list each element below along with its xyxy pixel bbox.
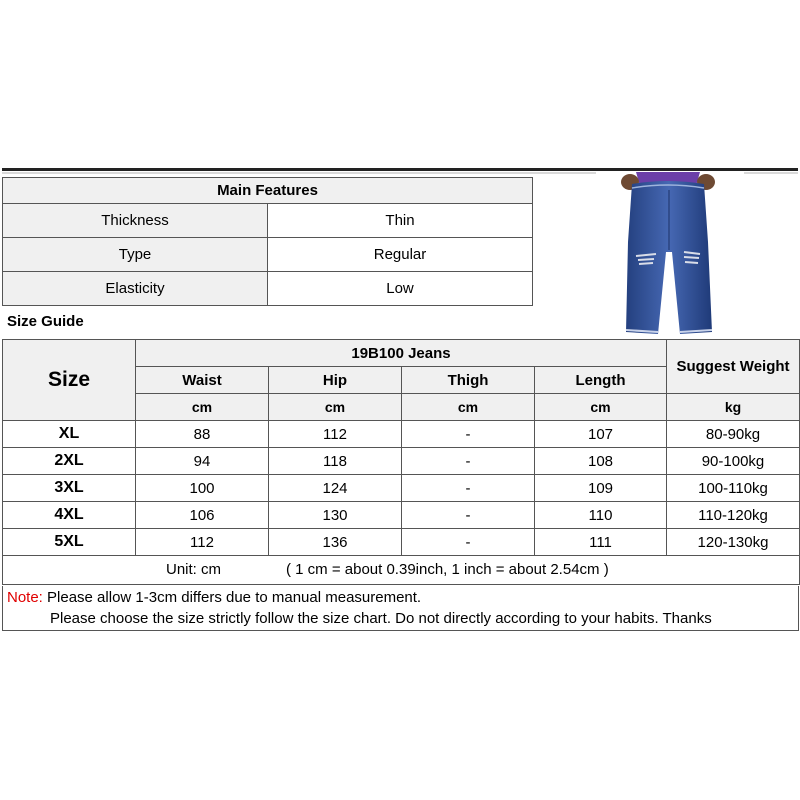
length-cell: 108 — [535, 448, 667, 475]
feature-label: Type — [3, 238, 268, 272]
table-row — [3, 421, 800, 448]
column-header: Hip — [269, 367, 402, 394]
unit-row — [3, 556, 800, 585]
hip-cell: 112 — [269, 421, 402, 448]
main-features-title: Main Features — [3, 178, 533, 204]
size-cell: 3XL — [3, 475, 136, 502]
thigh-cell: - — [402, 502, 535, 529]
table-row — [3, 502, 800, 529]
size-table — [2, 339, 800, 585]
main-features-table — [2, 177, 533, 306]
size-cell: 5XL — [3, 529, 136, 556]
unit-label: cm — [402, 394, 535, 421]
thigh-cell: - — [402, 475, 535, 502]
hip-cell: 118 — [269, 448, 402, 475]
table-row — [3, 475, 800, 502]
feature-value: Regular — [268, 238, 533, 272]
size-cell: 2XL — [3, 448, 136, 475]
waist-cell: 94 — [136, 448, 269, 475]
weight-cell: 110-120kg — [667, 502, 800, 529]
waist-cell: 88 — [136, 421, 269, 448]
size-cell: 4XL — [3, 502, 136, 529]
note-text: Please allow 1-3cm differs due to manual measurement. — [42, 589, 422, 606]
table-row — [3, 529, 800, 556]
unit-note: Unit: cm — [166, 561, 222, 578]
weight-cell: 100-110kg — [667, 475, 800, 502]
waist-cell: 100 — [136, 475, 269, 502]
notes-box — [2, 586, 799, 631]
table-row — [3, 448, 800, 475]
product-photo — [596, 172, 744, 334]
length-cell: 110 — [535, 502, 667, 529]
weight-cell: 80-90kg — [667, 421, 800, 448]
weight-header: Suggest Weight — [667, 340, 800, 394]
feature-label: Elasticity — [3, 272, 268, 306]
column-header: Thigh — [402, 367, 535, 394]
product-name: 19B100 Jeans — [136, 340, 667, 367]
note-label: Note: — [7, 589, 43, 606]
hip-cell: 136 — [269, 529, 402, 556]
weight-unit: kg — [667, 394, 800, 421]
size-header: Size — [3, 340, 136, 421]
unit-label: cm — [136, 394, 269, 421]
column-header: Length — [535, 367, 667, 394]
weight-cell: 90-100kg — [667, 448, 800, 475]
hip-cell: 130 — [269, 502, 402, 529]
note-text-2: Please choose the size strictly follow the size chart. Do not directly according to your habits. Thanks — [50, 610, 712, 627]
top-divider — [2, 168, 798, 171]
length-cell: 111 — [535, 529, 667, 556]
weight-cell: 120-130kg — [667, 529, 800, 556]
thigh-cell: - — [402, 529, 535, 556]
thigh-cell: - — [402, 448, 535, 475]
thigh-cell: - — [402, 421, 535, 448]
size-guide-title: Size Guide — [7, 313, 84, 330]
size-cell: XL — [3, 421, 136, 448]
feature-value: Low — [268, 272, 533, 306]
length-cell: 109 — [535, 475, 667, 502]
unit-label: cm — [269, 394, 402, 421]
waist-cell: 112 — [136, 529, 269, 556]
feature-value: Thin — [268, 204, 533, 238]
length-cell: 107 — [535, 421, 667, 448]
conversion-note: ( 1 cm = about 0.39inch, 1 inch = about 2.54cm ) — [286, 561, 609, 578]
unit-label: cm — [535, 394, 667, 421]
column-header: Waist — [136, 367, 269, 394]
feature-label: Thickness — [3, 204, 268, 238]
hip-cell: 124 — [269, 475, 402, 502]
waist-cell: 106 — [136, 502, 269, 529]
